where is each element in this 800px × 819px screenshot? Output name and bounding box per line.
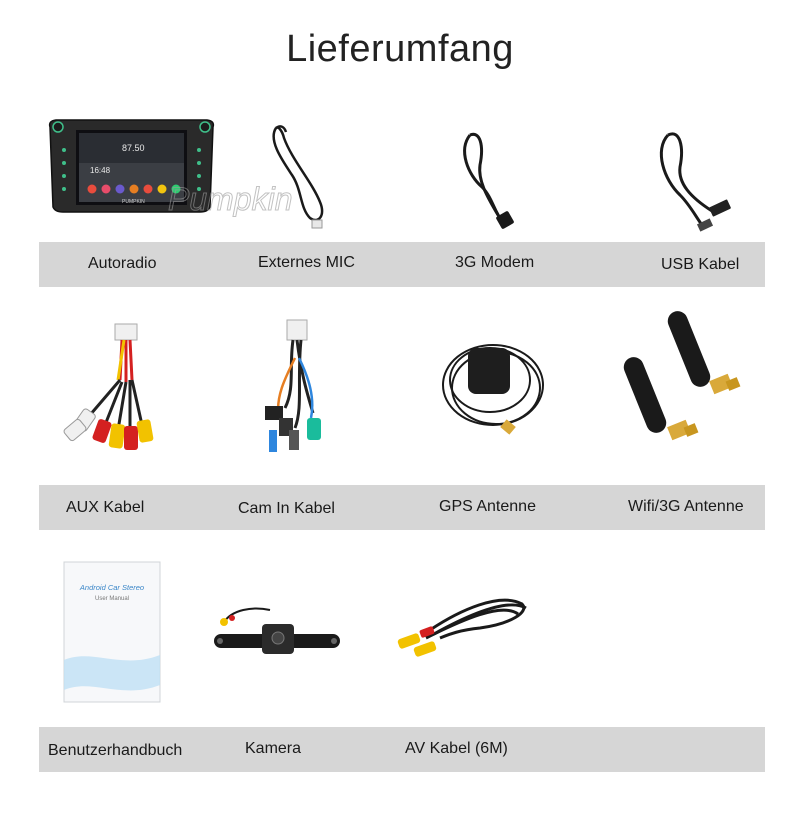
microphone-cable-image <box>262 120 342 235</box>
manual-subtitle-text: User Manual <box>94 596 130 602</box>
item-label-3g-modem: 3G Modem <box>455 254 535 271</box>
item-label-benutzerhandbuch: Benutzerhandbuch <box>48 742 183 759</box>
3g-modem-cable-image <box>450 125 530 235</box>
item-label-aux-kabel: AUX Kabel <box>66 499 145 516</box>
av-cable-image <box>390 590 535 670</box>
item-label-wifi-3g-antenne: Wifi/3G Antenne <box>628 498 744 515</box>
rear-camera-image <box>212 600 342 660</box>
usb-cable-image <box>650 125 740 235</box>
item-label-cam-in-kabel: Cam In Kabel <box>238 500 335 517</box>
camera-in-cable-harness-image <box>255 318 335 463</box>
item-label-autoradio: Autoradio <box>88 255 157 272</box>
page-title: Lieferumfang <box>286 28 514 70</box>
item-label-gps-antenne: GPS Antenne <box>439 498 536 515</box>
radio-clock-text: 16:48 <box>90 166 111 175</box>
radio-brand-text: PUMPKIN <box>122 199 145 205</box>
wifi-3g-antennas-image <box>625 305 755 455</box>
gps-antenna-image <box>438 330 548 440</box>
watermark-text: Pumpkin <box>168 181 293 217</box>
item-label-kamera: Kamera <box>245 740 302 757</box>
manual-title-text: Android Car Stereo <box>79 583 145 592</box>
item-label-usb-kabel: USB Kabel <box>661 256 740 273</box>
item-label-av-kabel: AV Kabel (6M) <box>405 740 508 757</box>
radio-frequency-text: 87.50 <box>122 143 145 153</box>
aux-cable-harness-image <box>60 320 160 460</box>
item-label-externes-mic: Externes MIC <box>258 254 355 271</box>
user-manual-image <box>62 560 162 705</box>
